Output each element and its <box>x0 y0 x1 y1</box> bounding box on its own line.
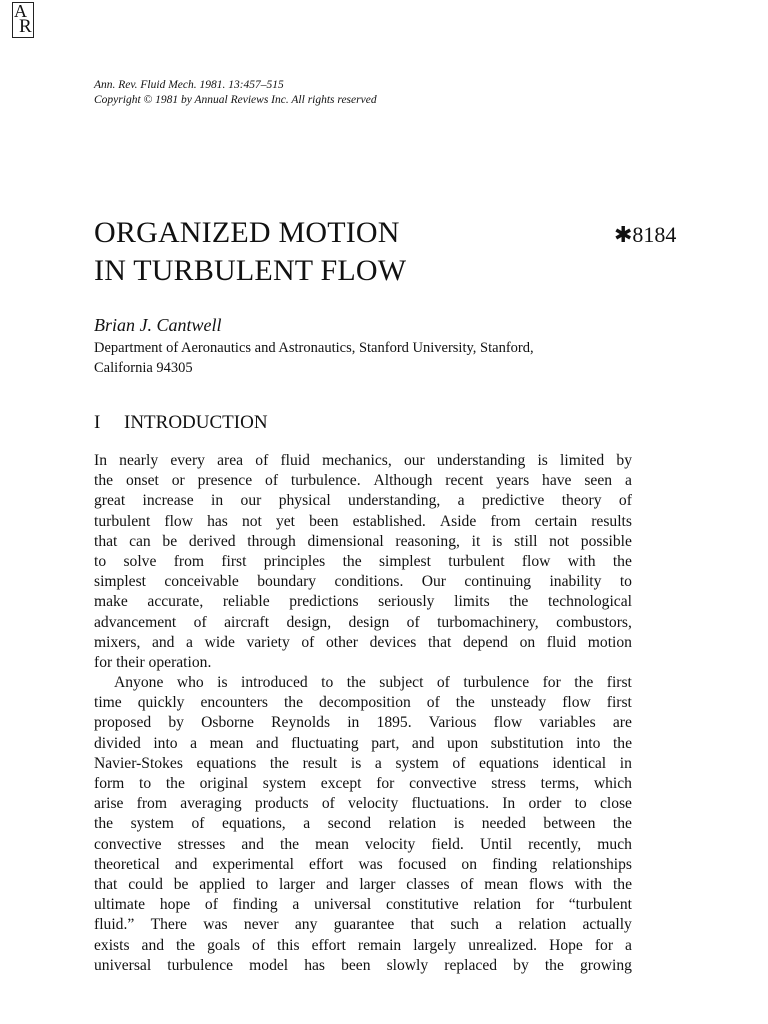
section-title: INTRODUCTION <box>124 412 268 433</box>
accession-number: ✱8184 <box>614 222 677 247</box>
body-line: that can be derived through dimensional reasoning, it is still not possible <box>94 532 632 550</box>
article-title <box>94 214 406 290</box>
logo-letter-r: R <box>19 16 32 37</box>
citation <box>94 78 377 108</box>
article-title-line-1: ORGANIZED MOTION <box>94 216 400 249</box>
body-line: theoretical and experimental effort was focused on finding relationships <box>94 855 632 873</box>
body-line: to solve from first principles the simplest turbulent flow with the <box>94 552 632 570</box>
body-line: the onset or presence of turbulence. Although recent years have seen a <box>94 472 632 490</box>
body-line: convective stresses and the mean velocity field. Until recently, much <box>94 835 632 853</box>
body-line: great increase in our physical understanding, a predictive theory of <box>94 492 632 510</box>
citation-journal-line: Ann. Rev. Fluid Mech. 1981. 13:457–515 <box>94 79 284 91</box>
annual-reviews-logo <box>12 2 34 38</box>
affiliation-line-1: Department of Aeronautics and Astronautics, Stanford University, Stanford, <box>94 340 534 356</box>
body-line: for their operation. <box>94 653 212 671</box>
body-line: make accurate, reliable predictions seriously limits the technological <box>94 593 632 611</box>
body-line: turbulent flow has not yet been established. Aside from certain results <box>94 512 632 530</box>
body-line: Anyone who is introduced to the subject of turbulence for the first <box>114 674 632 692</box>
section-heading <box>94 410 268 436</box>
body-line: time quickly encounters the decomposition of the unsteady flow first <box>94 694 632 712</box>
body-line: simplest conceivable boundary conditions. Our continuing inability to <box>94 573 632 591</box>
body-line: arise from averaging products of velocity fluctuations. In order to close <box>94 795 632 813</box>
article-title-line-2: IN TURBULENT FLOW <box>94 254 407 287</box>
body-text <box>94 451 632 976</box>
body-line: universal turbulence model has been slowly replaced by the growing <box>94 956 632 974</box>
citation-copyright-line: Copyright © 1981 by Annual Reviews Inc. All rights reserved <box>94 94 377 106</box>
affiliation-line-2: California 94305 <box>94 360 193 376</box>
body-line: divided into a mean and fluctuating part, and upon substitution into the <box>94 734 632 752</box>
body-line: advancement of aircraft design, design of turbomachinery, combustors, <box>94 613 632 631</box>
body-line: Navier-Stokes equations the result is a system of equations identical in <box>94 754 632 772</box>
logo-letter-a: A <box>14 1 27 21</box>
section-number: I <box>94 412 101 433</box>
body-line: ultimate hope of finding a universal constitutive relation for “turbulent <box>94 896 632 914</box>
body-line: In nearly every area of fluid mechanics, our understanding is limited by <box>94 452 632 469</box>
body-line: mixers, and a wide variety of other devices that depend on fluid motion <box>94 633 632 651</box>
body-line: exists and the goals of this effort remain largely unrealized. Hope for a <box>94 936 632 954</box>
body-line: form to the original system except for convective stress terms, which <box>94 775 632 792</box>
author-name: Brian J. Cantwell <box>94 315 222 335</box>
body-line: that could be applied to larger and larger classes of mean flows with the <box>94 875 632 893</box>
author-affiliation <box>94 338 630 378</box>
body-line: the system of equations, a second relation is needed between the <box>94 815 632 833</box>
body-line: fluid.” There was never any guarantee that such a relation actually <box>94 916 632 934</box>
body-line: proposed by Osborne Reynolds in 1895. Various flow variables are <box>94 714 632 732</box>
